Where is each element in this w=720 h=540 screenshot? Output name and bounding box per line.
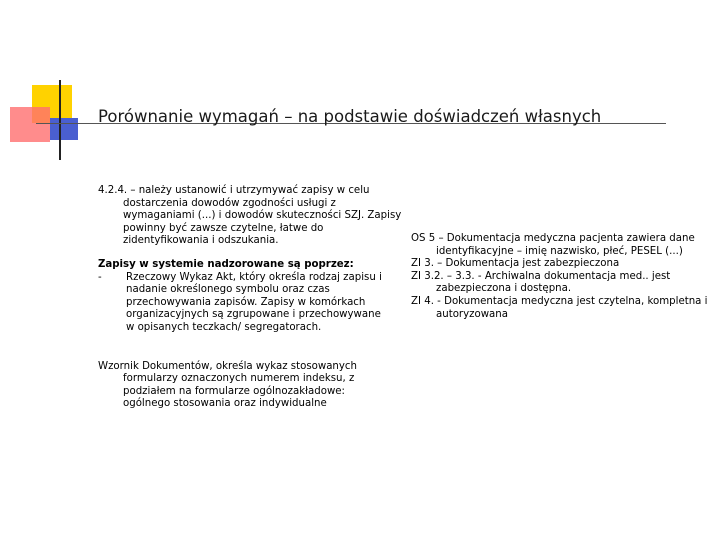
standard-item: ZI 4. - Dokumentacja medyczna jest czytelna, kompletna i autoryzowana [411,295,708,320]
bullet-text: Rzeczowy Wykaz Akt, który określa rodzaj zapisu i nadanie określonego symbolu oraz czas przechowywania zapisów. Zapisy w komórkach organizacyjnych są zgrupowane i przechowywane w opisanych teczkach/ segregatorach. [126,271,382,333]
right-column [411,233,711,321]
decor-blue-square [50,118,78,140]
records-heading: Zapisy w systemie nadzorowane są poprzez: [98,258,354,270]
slide-title: Porównanie wymagań – na podstawie doświadczeń własnych [98,107,602,126]
requirement-paragraph: 4.2.4. – należy ustanowić i utrzymywać zapisy w celu dostarczenia dowodów zgodności usługi z wymaganiami (...) i dowodów skuteczności SZJ. Zapisy powinny być zawsze czytelne, łatwe do zidentyfikowania i odszukania. [98,185,402,247]
left-column [98,185,402,411]
decor-red-square [10,107,50,142]
bullet-item [98,272,390,335]
decor-vertical-line [59,80,61,160]
document-template-paragraph: Wzornik Dokumentów, określa wykaz stosowanych formularzy oznaczonych numerem indeksu, z podziałem na formularze ogólnozakładowe: ogólnego stosowania oraz indywidualne [98,360,357,410]
standard-item: OS 5 – Dokumentacja medyczna pacjenta zawiera dane identyfikacyjne – imię nazwisko, płeć, PESEL (...) [411,233,695,257]
bullet-dash: - [98,271,102,283]
standard-item: ZI 3. – Dokumentacja jest zabezpieczona [411,258,620,270]
standard-item: ZI 3.2. – 3.3. - Archiwalna dokumentacja med.. jest zabezpieczona i dostępna. [411,270,671,295]
